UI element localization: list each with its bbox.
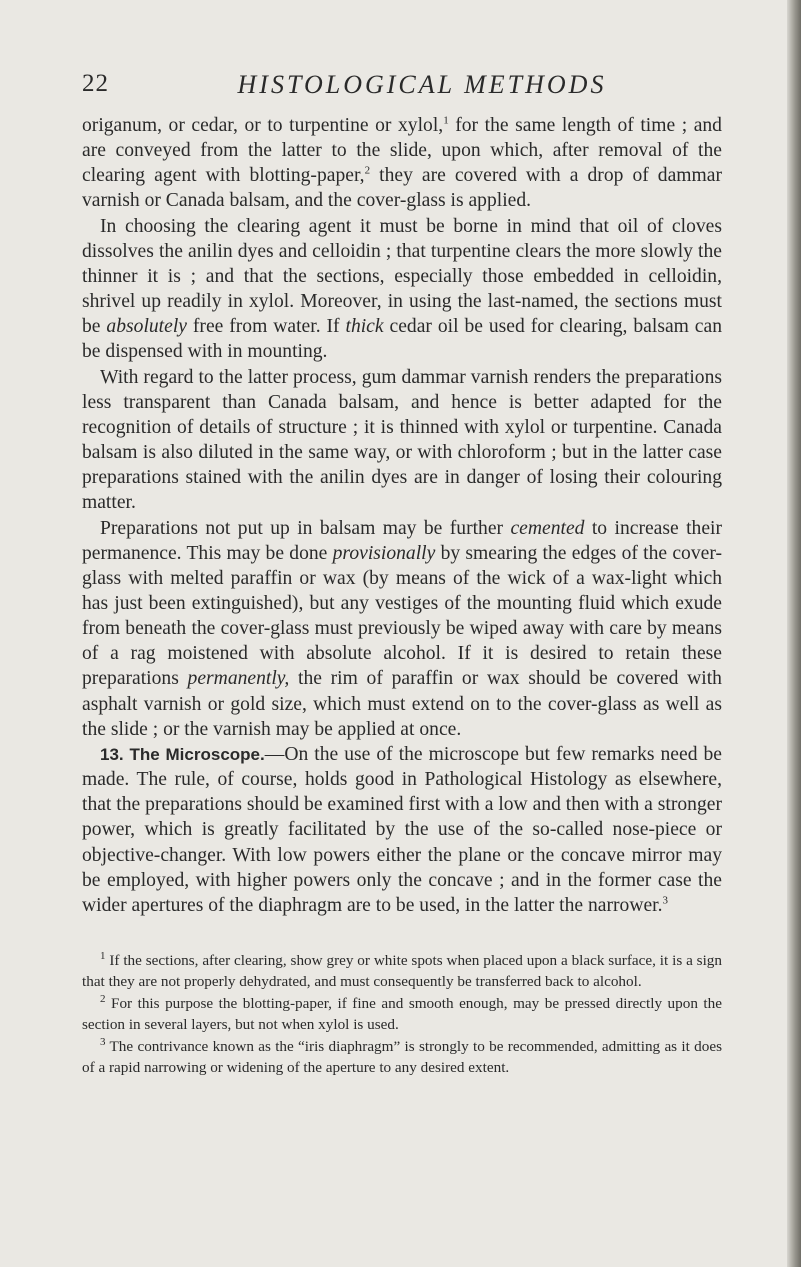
footnote-mark: 3 (100, 1035, 106, 1048)
running-head: HISTOLOGICAL METHODS (237, 70, 607, 99)
footnote-1 (82, 950, 722, 993)
text-run: Preparations not put up in balsam may be further (100, 517, 511, 539)
footnote-ref-1: 1 (443, 114, 449, 127)
italic-run: absolutely (106, 316, 187, 338)
text-run: —On the use of the microscope but few remarks need be made. The rule, of course, holds good in Pathological Histology as elsewhere, that the preparations should be examined first with a low and then with a stronger power, which is greatly facilitated by the use of the so-called nose-piece or objective-changer. With low powers either the plane or the concave mirror may be employed, with higher powers only the concave ; and in the former case the wider apertures of the diaphragm are to be used, in the latter the narrower. (82, 743, 723, 916)
paragraph-5 (82, 742, 722, 918)
footnote-2 (82, 993, 722, 1036)
paragraph-3 (82, 365, 722, 516)
text-run: to increase their permanence. This may be done (82, 517, 722, 564)
text-run: the rim of paraffin or wax should be covered with asphalt varnish or gold size, which must extend on to the cover-glass as well as the slide ; or the varnish may be applied at once. (82, 668, 722, 740)
text-run: cedar oil be used for clearing, balsam can be dispensed with in mounting. (82, 316, 722, 363)
page-number: 22 (82, 70, 109, 97)
page-edge-shadow (787, 0, 801, 1267)
italic-run: provisionally (332, 542, 436, 564)
text-run: In choosing the clearing agent it must be borne in mind that oil of cloves dissolves the anilin dyes and celloidin ; that turpentine clears the more slowly the thinner it is ; and that the sections, especially those embedded in celloidin, shrivel up readily in xylol. Moreover, in using the last-named, the sections must be (82, 215, 722, 338)
footnote-3 (82, 1036, 722, 1079)
text-run: by smearing the edges of the cover-glass with melted paraffin or wax (by means of the wick of a wax-light which has just been extinguished), but any vestiges of the mounting fluid which exude from beneath the cover-glass must previously be wiped away with care by means of a rag moistened with absolute alcohol. If it is desired to retain these preparations (82, 542, 722, 690)
paragraph-1 (82, 113, 722, 214)
footnote-text: For this purpose the blotting-paper, if fine and smooth enough, may be pressed directly upon the section in several layers, but not when xylol is used. (82, 994, 722, 1034)
paragraph-4 (82, 516, 722, 742)
footnotes (82, 950, 722, 1078)
footnote-text: If the sections, after clearing, show grey or white spots when placed upon a black surface, it is a sign that they are not properly dehydrated, and must consequently be transferred back to alcohol. (82, 952, 722, 991)
footnote-ref-3: 3 (662, 894, 669, 907)
text-run: With regard to the latter process, gum dammar varnish renders the preparations less transparent than Canada balsam, and hence is better adapted for the recognition of details of structure ; it is thinned with xylol or turpentine. Canada balsam is also diluted in the same way, or with chloroform ; but in the latter case preparations stained with the anilin dyes are in danger of losing their colouring matter. (82, 366, 722, 514)
text-run: free from water. If (186, 316, 346, 338)
italic-run: cemented (510, 517, 585, 539)
footnote-mark: 2 (100, 992, 106, 1005)
body-text (82, 113, 722, 918)
paragraph-2 (82, 214, 722, 365)
page-header (82, 70, 722, 110)
italic-run: thick (345, 316, 384, 338)
footnote-ref-2: 2 (364, 164, 371, 177)
italic-run: permanently, (187, 668, 290, 690)
footnote-mark: 1 (100, 949, 106, 962)
text-run: origanum, or cedar, or to turpentine or xylol, (82, 115, 444, 136)
section-heading: 13. The Microscope. (100, 744, 265, 764)
footnote-text: The contrivance known as the “iris diaphragm” is strongly to be recommended, admitting as it does of a rapid narrowing or widening of the aperture to any desired extent. (82, 1037, 722, 1077)
text-run: they are covered with a drop of dammar varnish or Canada balsam, and the cover-glass is applied. (82, 165, 723, 212)
text-run: for the same length of time ; and are conveyed from the latter to the slide, upon which, after removal of the clearing agent with blotting-paper, (82, 115, 722, 187)
